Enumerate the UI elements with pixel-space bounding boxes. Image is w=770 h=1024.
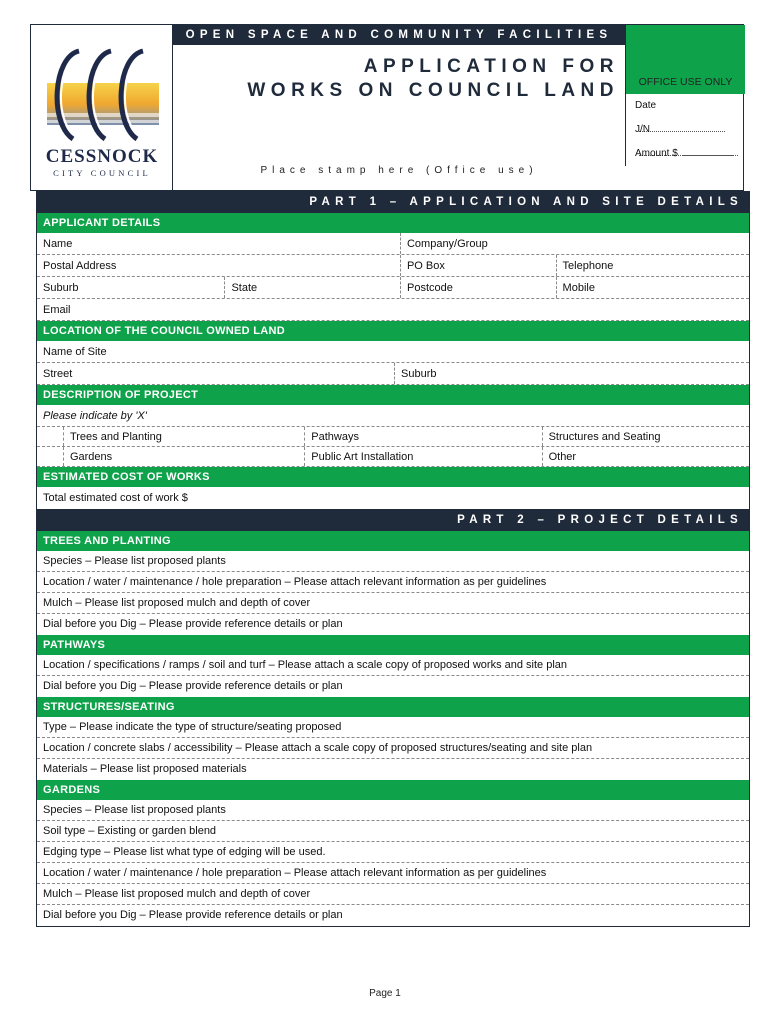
- form-row: [37, 427, 749, 447]
- form-row: [37, 717, 749, 738]
- form-row: [37, 800, 749, 821]
- form-row: [37, 863, 749, 884]
- site-name-field[interactable]: Name of Site: [43, 346, 107, 358]
- trees-dial-field[interactable]: Dial before you Dig – Please provide reference details or plan: [43, 618, 343, 630]
- structures-materials-field[interactable]: Materials – Please list proposed materials: [43, 763, 247, 775]
- part1-banner: PART 1 – APPLICATION AND SITE DETAILS: [37, 191, 749, 213]
- office-date-field[interactable]: [625, 94, 745, 118]
- office-use-panel: [625, 25, 745, 190]
- trees-checkbox[interactable]: [37, 427, 63, 446]
- form-row: [37, 593, 749, 614]
- form-row: [37, 842, 749, 863]
- gardens-species-field[interactable]: Species – Please list proposed plants: [43, 804, 226, 816]
- form-row: [37, 759, 749, 780]
- description-heading: DESCRIPTION OF PROJECT: [37, 385, 749, 405]
- gardens-heading: GARDENS: [37, 780, 749, 800]
- form-row: [37, 614, 749, 635]
- name-field[interactable]: Name: [43, 238, 73, 250]
- structures-location-field[interactable]: Location / concrete slabs / accessibility – Please attach a scale copy of proposed structures/seating and site plan: [43, 742, 593, 754]
- ccc-logo-icon: [39, 43, 165, 145]
- gardens-checkbox[interactable]: [37, 447, 63, 466]
- email-field[interactable]: Email: [43, 304, 71, 316]
- form-row: [37, 255, 749, 277]
- form-row: [37, 341, 749, 363]
- total-cost-field[interactable]: Total estimated cost of work $: [43, 492, 188, 504]
- page-number: Page 1: [369, 988, 401, 999]
- top-banner: OPEN SPACE AND COMMUNITY FACILITIES: [173, 25, 625, 45]
- art-option: Public Art Installation: [304, 447, 541, 466]
- form-row: [37, 405, 749, 427]
- postal-address-field[interactable]: Postal Address: [43, 260, 117, 272]
- office-amount-field[interactable]: [625, 142, 745, 166]
- form-row: [37, 884, 749, 905]
- page-title: [173, 55, 625, 103]
- jn-label: J/N: [635, 124, 650, 135]
- trees-location-field[interactable]: Location / water / maintenance / hole preparation – Please attach relevant information as per guidelines: [43, 576, 547, 588]
- form-row: [37, 676, 749, 697]
- site-suburb-field[interactable]: Suburb: [394, 363, 749, 384]
- form-row: [37, 447, 749, 467]
- logo-subname: CITY COUNCIL: [53, 168, 151, 178]
- other-option: Other: [542, 447, 749, 466]
- pathways-heading: PATHWAYS: [37, 635, 749, 655]
- structures-option: Structures and Seating: [542, 427, 749, 446]
- application-form: [36, 191, 750, 927]
- state-field[interactable]: State: [224, 277, 400, 298]
- structures-type-field[interactable]: Type – Please indicate the type of structure/seating proposed: [43, 721, 342, 733]
- form-row: [37, 905, 749, 926]
- pathways-location-field[interactable]: Location / specifications / ramps / soil and turf – Please attach a scale copy of proposed works and site plan: [43, 659, 568, 671]
- gardens-option: Gardens: [63, 447, 304, 466]
- cost-heading: ESTIMATED COST OF WORKS: [37, 467, 749, 487]
- trees-option: Trees and Planting: [63, 427, 304, 446]
- trees-species-field[interactable]: Species – Please list proposed plants: [43, 555, 226, 567]
- gardens-edging-field[interactable]: Edging type – Please list what type of edging will be used.: [43, 846, 326, 858]
- trees-mulch-field[interactable]: Mulch – Please list proposed mulch and depth of cover: [43, 597, 311, 609]
- mobile-field[interactable]: Mobile: [556, 277, 749, 298]
- pathways-dial-field[interactable]: Dial before you Dig – Please provide reference details or plan: [43, 680, 343, 692]
- gardens-dial-field[interactable]: Dial before you Dig – Please provide reference details or plan: [43, 909, 343, 921]
- form-row: [37, 738, 749, 759]
- telephone-field[interactable]: Telephone: [556, 255, 749, 276]
- postcode-field[interactable]: Postcode: [400, 277, 556, 298]
- indicate-instruction: Please indicate by 'X': [43, 410, 147, 422]
- stamp-area: Place stamp here (Office use): [260, 165, 538, 176]
- gardens-soil-field[interactable]: Soil type – Existing or garden blend: [43, 825, 217, 837]
- form-row: [37, 363, 749, 385]
- location-heading: LOCATION OF THE COUNCIL OWNED LAND: [37, 321, 749, 341]
- council-logo: [31, 25, 173, 190]
- form-row: [37, 551, 749, 572]
- form-row: [37, 277, 749, 299]
- structures-heading: STRUCTURES/SEATING: [37, 697, 749, 717]
- gardens-location-field[interactable]: Location / water / maintenance / hole preparation – Please attach relevant information as per guidelines: [43, 867, 547, 879]
- po-box-field[interactable]: PO Box: [400, 255, 556, 276]
- form-header: [30, 24, 744, 191]
- applicant-heading: APPLICANT DETAILS: [37, 213, 749, 233]
- office-use-label: OFFICE USE ONLY: [625, 25, 745, 94]
- logo-name: CESSNOCK: [45, 146, 159, 167]
- form-row: [37, 821, 749, 842]
- form-row: [37, 655, 749, 676]
- form-row: [37, 572, 749, 593]
- part2-banner: PART 2 – PROJECT DETAILS: [37, 509, 749, 531]
- suburb-field[interactable]: Suburb: [43, 282, 79, 294]
- amount-label: Amount $: [635, 148, 678, 159]
- form-row: [37, 233, 749, 255]
- form-row: [37, 299, 749, 321]
- street-field[interactable]: Street: [43, 368, 73, 380]
- form-row: [37, 487, 749, 509]
- gardens-mulch-field[interactable]: Mulch – Please list proposed mulch and depth of cover: [43, 888, 311, 900]
- date-label: Date: [635, 100, 657, 111]
- pathways-option: Pathways: [304, 427, 541, 446]
- title-line-1: APPLICATION FOR: [363, 56, 619, 77]
- title-line-2: WORKS ON COUNCIL LAND: [247, 80, 619, 101]
- trees-heading: TREES AND PLANTING: [37, 531, 749, 551]
- company-field[interactable]: Company/Group: [400, 233, 749, 254]
